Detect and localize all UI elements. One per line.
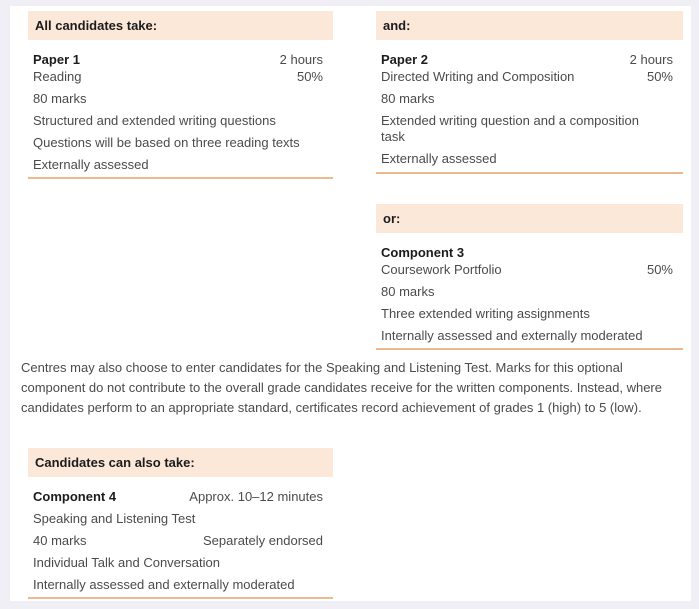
section-or	[376, 204, 683, 350]
section-header-or: or:	[376, 204, 683, 233]
section-header-all-candidates: All candidates take:	[28, 11, 333, 40]
component3-subtitle-row	[381, 262, 683, 278]
component3-subtitle: Coursework Portfolio	[381, 262, 502, 277]
component4-title: Component 4	[33, 489, 117, 504]
component4-assessment: Internally assessed and externally moderated	[33, 577, 295, 592]
assessment-table	[28, 11, 683, 350]
component3-marks: 80 marks	[381, 284, 435, 299]
paper2-subtitle-row	[381, 69, 683, 85]
paper1-assessment: Externally assessed	[33, 157, 149, 172]
paper1-description-2: Questions will be based on three reading texts	[33, 135, 300, 150]
component4-marks-row	[33, 533, 333, 549]
paper1-weighting: 50%	[296, 69, 323, 84]
paper1-subtitle-row	[33, 69, 333, 85]
section-all-candidates	[28, 11, 333, 179]
paper2-title: Paper 2	[381, 52, 428, 67]
section-and	[376, 11, 683, 174]
component3-title-row	[381, 245, 683, 261]
paper1-duration: 2 hours	[279, 52, 323, 67]
component4-title-row	[33, 489, 333, 505]
paper2-duration: 2 hours	[629, 52, 673, 67]
right-column	[376, 11, 683, 350]
component4-duration: Approx. 10–12 minutes	[189, 489, 323, 504]
section-candidates-also-take	[28, 448, 333, 599]
section-body-paper1	[28, 40, 333, 177]
paper2-subtitle: Directed Writing and Composition	[381, 69, 575, 84]
section-body-component4	[28, 477, 333, 597]
paper2-description: Extended writing question and a composition task	[381, 113, 639, 144]
document-page	[10, 6, 691, 601]
component4-marks: 40 marks	[33, 533, 87, 548]
paper1-marks: 80 marks	[33, 91, 87, 106]
component3-assessment: Internally assessed and externally moderated	[381, 328, 643, 343]
component3-description: Three extended writing assignments	[381, 306, 590, 321]
component4-endorsement: Separately endorsed	[203, 533, 323, 548]
optional-component-table	[28, 448, 333, 599]
component3-weighting: 50%	[646, 262, 673, 277]
paper1-description-1: Structured and extended writing questions	[33, 113, 276, 128]
paper1-title: Paper 1	[33, 52, 80, 67]
component4-description: Individual Talk and Conversation	[33, 555, 220, 570]
paper1-title-row	[33, 52, 333, 68]
speaking-listening-note: Centres may also choose to enter candidates for the Speaking and Listening Test. Marks for this optional component do not contribute to the overall grade candidates receive for the written components. Instead, where candidates perform to an appropriate standard, certificates record achievement of grades 1 (high) to 5 (low).	[21, 360, 662, 415]
paper2-marks: 80 marks	[381, 91, 435, 106]
section-body-paper2	[376, 40, 683, 172]
paper1-subtitle: Reading	[33, 69, 82, 84]
section-body-component3	[376, 233, 683, 348]
paper2-title-row	[381, 52, 683, 68]
section-header-and: and:	[376, 11, 683, 40]
component4-subtitle: Speaking and Listening Test	[33, 511, 196, 526]
left-column	[28, 11, 333, 350]
section-header-also-take: Candidates can also take:	[28, 448, 333, 477]
component3-title: Component 3	[381, 245, 465, 260]
paper2-weighting: 50%	[646, 69, 673, 84]
paper2-assessment: Externally assessed	[381, 151, 497, 166]
